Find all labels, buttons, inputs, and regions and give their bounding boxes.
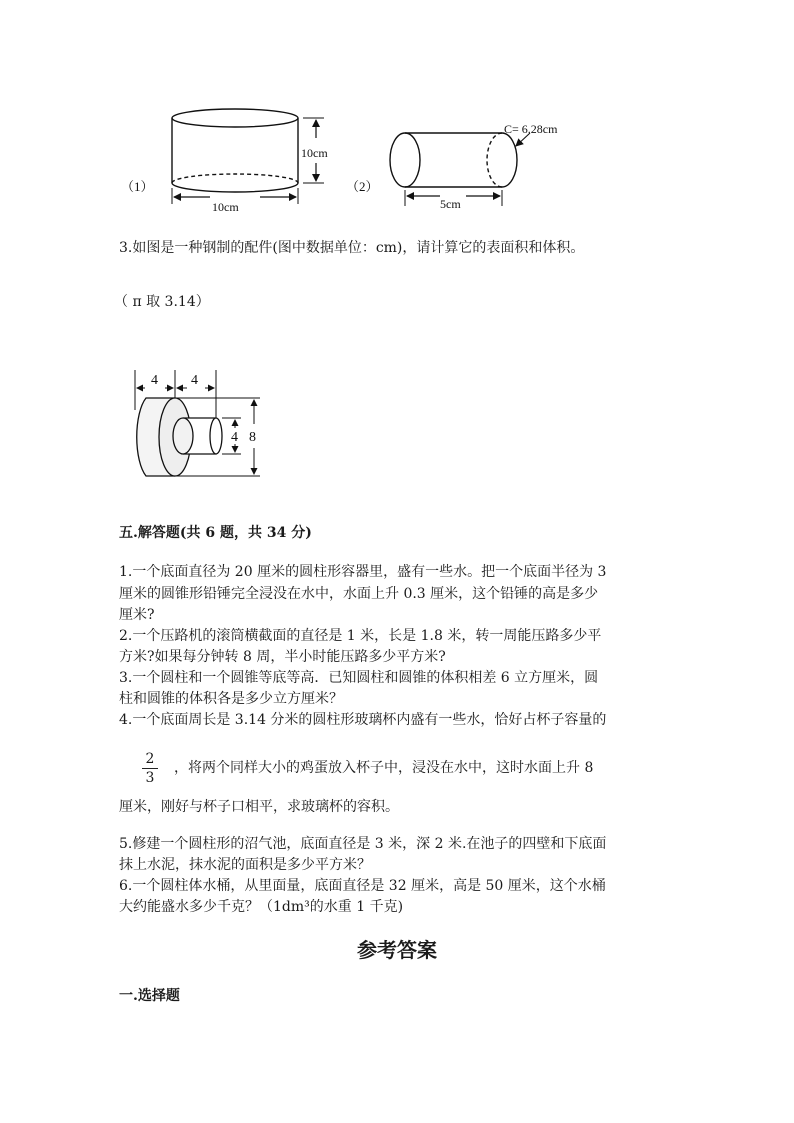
fraction-numerator: 2 [145,751,155,767]
fig2-length-label: 5cm [440,197,461,211]
s5-q5-line1: 5.修建一个圆柱形的沼气池，底面直径是 3 米，深 2 米.在池子的四壁和下底面 [119,836,607,852]
s5-q3-line2: 柱和圆锥的体积各是多少立方厘米？ [119,691,343,707]
dim-inner-label: 4 [231,430,238,445]
s5-q3-line1: 3.一个圆柱和一个圆锥等底等高．已知圆柱和圆锥的体积相差 6 立方厘米，圆 [119,670,599,686]
steel-part-figure [115,362,275,487]
s5-q1-line3: 厘米? [119,607,155,623]
s5-q4-line1: 4.一个底面周长是 3.14 分米的圆柱形玻璃杯内盛有一些水，恰好占杯子容量的 [119,712,607,728]
fraction-two-thirds [142,751,158,786]
dim-right-label: 4 [191,373,198,388]
fig2-circumference-label: C= 6.28cm [504,122,558,136]
s5-q2-line2: 方米?如果每分钟转 8 周，半小时能压路多少平方米? [119,649,446,665]
s5-q6-line1: 6.一个圆柱体水桶，从里面量，底面直径是 32 厘米，高是 50 厘米，这个水桶 [119,878,606,894]
s5-q4-line2: ，将两个同样大小的鸡蛋放入杯子中，浸没在水中，这时水面上升 8 [174,760,594,776]
s5-q4-line3: 厘米，刚好与杯子口相平，求玻璃杯的容积。 [119,799,399,815]
s5-q5-line2: 抹上水泥，抹水泥的面积是多少平方米？ [119,857,371,873]
s5-q1-line1: 1.一个底面直径为 20 厘米的圆柱形容器里，盛有一些水。把一个底面半径为 3 [119,564,607,580]
q3-text: 3.如图是一种钢制的配件(图中数据单位：cm)，请计算它的表面积和体积。 [119,240,585,256]
fig1-width-label: 10cm [212,200,239,214]
s5-q6-line2: 大约能盛水多少千克？（1dm³的水重 1 千克) [119,899,404,915]
dim-left-label: 4 [151,373,158,388]
fraction-bar [142,768,158,769]
fig1-height-label: 10cm [301,146,328,160]
fraction-denominator: 3 [145,770,155,786]
answers-title: 参考答案 [357,938,437,962]
fig2-label: （2） [346,179,379,194]
section5-title: 五.解答题(共 6 题，共 34 分) [119,525,312,541]
answers-section1: 一.选择题 [119,988,180,1004]
top-figures [0,0,794,225]
s5-q1-line2: 厘米的圆锥形铅锤完全浸没在水中，水面上升 0.3 厘米，这个铅锤的高是多少 [119,586,599,602]
s5-q2-line1: 2.一个压路机的滚筒横截面的直径是 1 米，长是 1.8 米，转一周能压路多少平 [119,628,602,644]
q3-pi-note: （ π 取 3.14） [114,294,210,310]
cylinder-figure-2 [390,133,530,206]
fig1-label: （1） [121,179,154,194]
dim-outer-label: 8 [249,430,256,445]
